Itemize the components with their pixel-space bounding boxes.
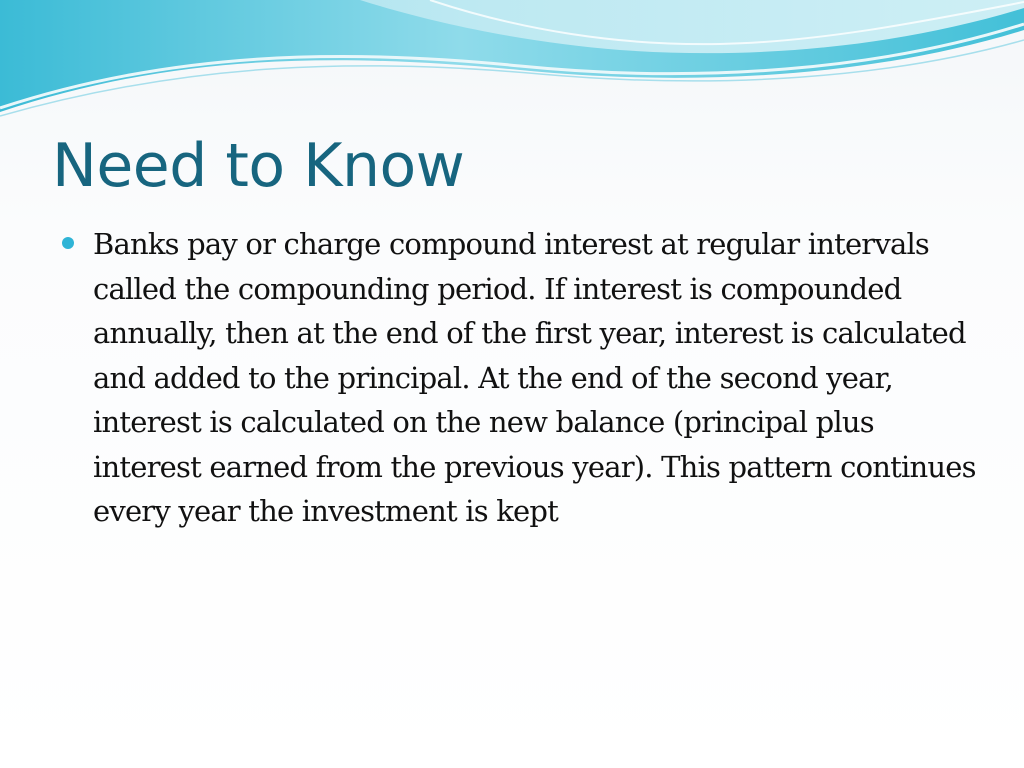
bullet-icon xyxy=(62,237,74,249)
bullet-item xyxy=(62,222,982,534)
bullet-list xyxy=(62,222,982,534)
slide-title: Need to Know xyxy=(52,131,465,201)
bullet-text: Banks pay or charge compound interest at regular intervals called the compounding period. If interest is compounded annually, then at the end of the first year, interest is calculated and added to the principal. At the end of the second year, interest is calculated on the new balance (principal plus interest earned from the previous year). This pattern continues every year the investment is kept xyxy=(93,227,976,528)
header-wave-decoration xyxy=(0,0,1024,130)
